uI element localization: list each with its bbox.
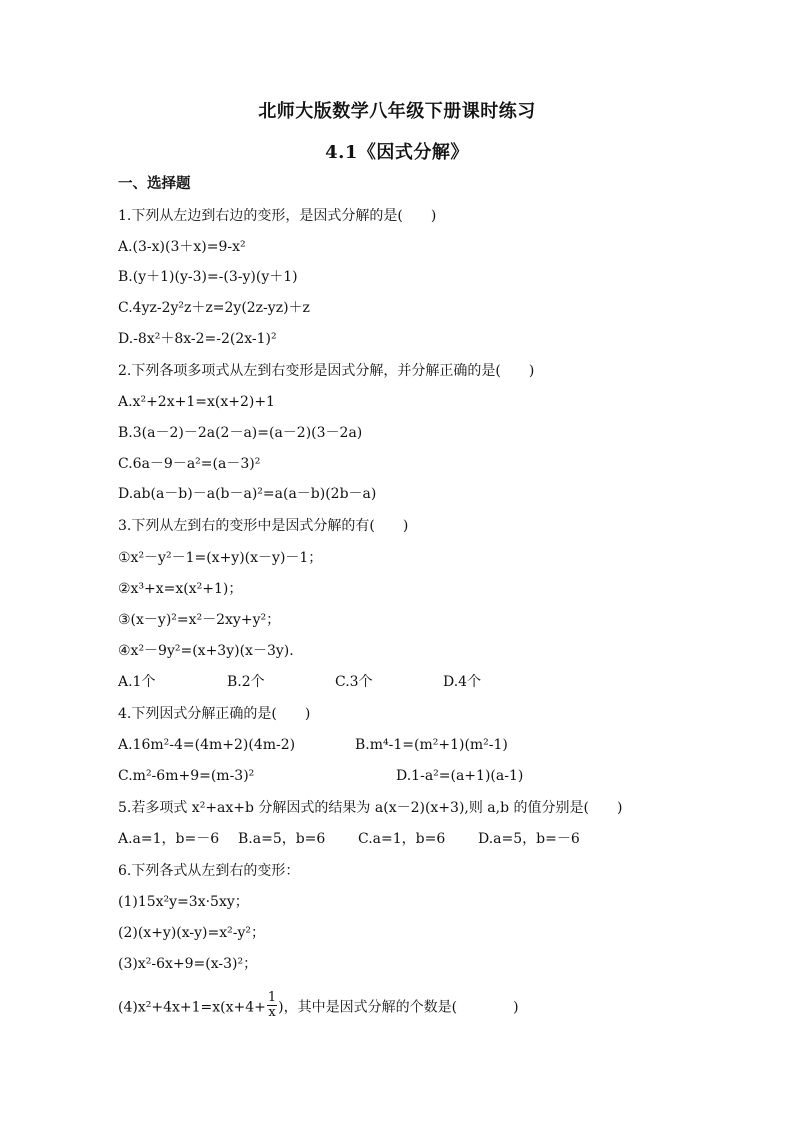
question-2-option-c: C.6a－9－a²=(a－3)² — [118, 456, 261, 472]
question-3-stem: 3.下列从左到右的变形中是因式分解的有( ) — [118, 518, 409, 534]
question-2-option-b: B.3(a－2)－2a(2－a)=(a－2)(3－2a) — [118, 425, 363, 441]
question-2-option-d: D.ab(a－b)－a(b－a)²=a(a－b)(2b－a) — [118, 486, 377, 502]
question-1-option-c: C.4yz-2y²z＋z=2y(2z-yz)＋z — [118, 300, 310, 316]
question-5-option-b: B.a=5，b=6 — [238, 831, 326, 847]
question-4-option-a: A.16m²-4=(4m+2)(4m-2) — [118, 737, 296, 753]
question-3-option-b: B.2个 — [227, 674, 265, 690]
question-3-option-d: D.4个 — [443, 674, 482, 690]
question-1-option-d: D.-8x²＋8x-2=-2(2x-1)² — [118, 331, 277, 347]
question-3-item-3: ③(x－y)²=x²－2xy+y²； — [118, 612, 281, 628]
question-1-option-a: A.(3-x)(3＋x)=9-x² — [118, 239, 246, 255]
fraction-denominator: x — [268, 1005, 276, 1020]
question-4-option-d: D.1-a²=(a+1)(a-1) — [396, 768, 524, 784]
question-3-item-2: ②x³+x=x(x²+1)； — [118, 581, 243, 597]
question-5-stem: 5.若多项式 x²+ax+b 分解因式的结果为 a(x－2)(x+3),则 a,b 的值分别是( ) — [118, 800, 623, 816]
question-1-option-b: B.(y＋1)(y-3)=-(3-y)(y＋1) — [118, 269, 298, 285]
fraction — [267, 991, 277, 1020]
question-3-option-a: A.1个 — [118, 674, 156, 690]
question-3-item-4: ④x²－9y²=(x+3y)(x－3y). — [118, 643, 294, 659]
question-2-stem: 2.下列各项多项式从左到右变形是因式分解，并分解正确的是( ) — [118, 363, 535, 379]
page-subtitle: 4.1《因式分解》 — [325, 142, 469, 163]
question-2-option-a: A.x²+2x+1=x(x+2)+1 — [118, 394, 275, 410]
question-6-stem: 6.下列各式从左到右的变形： — [118, 863, 300, 879]
question-1-stem: 1.下列从左边到右边的变形，是因式分解的是( ) — [118, 208, 437, 224]
section-heading: 一、选择题 — [118, 175, 191, 192]
question-4-option-b: B.m⁴-1=(m²+1)(m²-1) — [355, 737, 508, 753]
question-6-item-1: (1)15x²y=3x·5xy； — [118, 894, 249, 910]
question-6-item-4-prefix: (4)x²+4x+1=x(x+4+ — [118, 999, 266, 1016]
fraction-numerator: 1 — [267, 990, 277, 1005]
page-title: 北师大版数学八年级下册课时练习 — [258, 101, 536, 122]
question-4-option-c: C.m²-6m+9=(m-3)² — [118, 768, 255, 784]
question-6-item-3: (3)x²-6x+9=(x-3)²； — [118, 956, 258, 972]
question-6-item-2: (2)(x+y)(x-y)=x²-y²； — [118, 925, 265, 941]
question-3-item-1: ①x²－y²－1=(x+y)(x－y)－1； — [118, 550, 323, 566]
question-6-item-4 — [118, 990, 519, 1022]
question-5-option-c: C.a=1，b=6 — [358, 831, 446, 847]
question-6-item-4-suffix: )，其中是因式分解的个数是( ) — [278, 999, 519, 1016]
question-4-stem: 4.下列因式分解正确的是( ) — [118, 706, 311, 722]
question-5-option-d: D.a=5，b=－6 — [478, 831, 580, 847]
question-5-option-a: A.a=1，b=－6 — [118, 831, 220, 847]
question-3-option-c: C.3个 — [335, 674, 373, 690]
